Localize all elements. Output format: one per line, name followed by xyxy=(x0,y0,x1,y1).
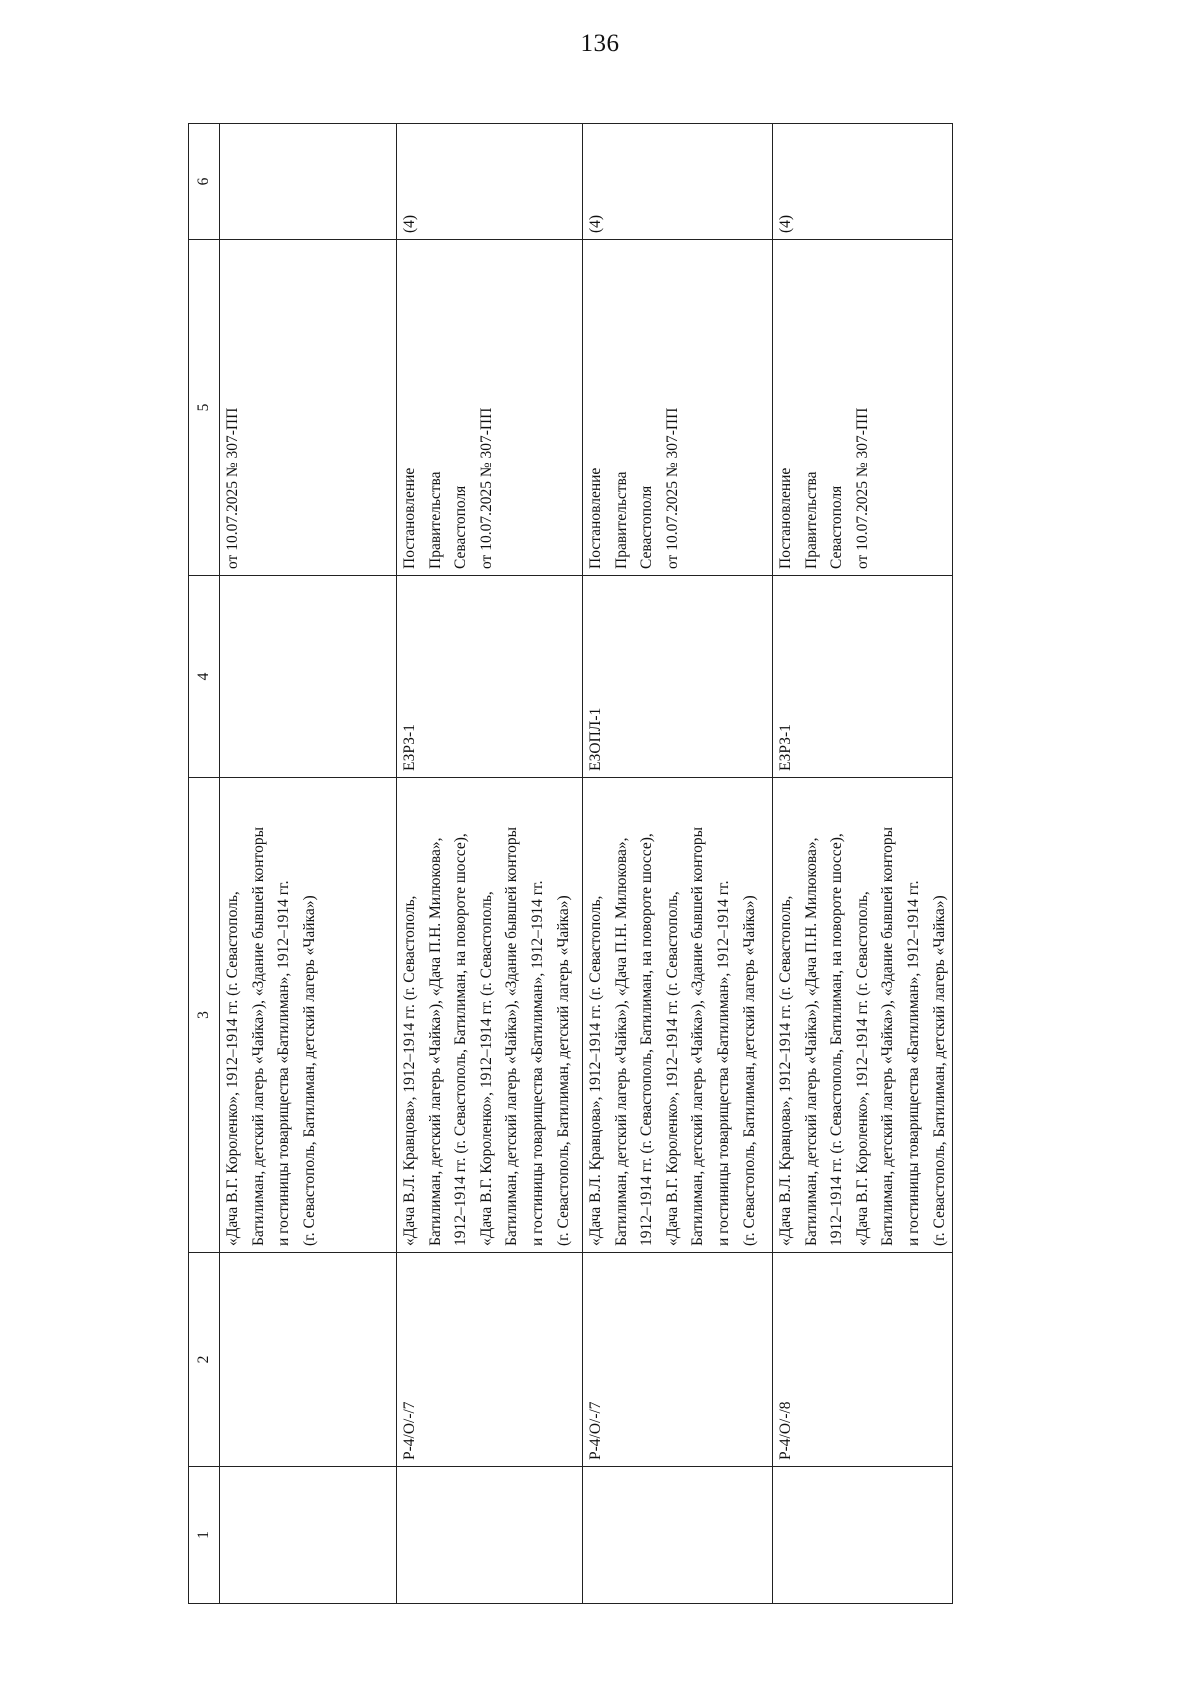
cell-col1 xyxy=(773,1467,953,1604)
rotated-table xyxy=(188,124,948,1604)
object-line: «Дача В.Л. Кравцова», 1912–1914 гг. (г. Севастополь, xyxy=(587,895,604,1246)
object-line: «Дача В.Л. Кравцова», 1912–1914 гг. (г. Севастополь, xyxy=(777,895,794,1246)
object-line: и гостиницы товарищества «Батилиман», 1912–1914 гг. xyxy=(904,880,922,1246)
object-line: 1912–1914 гг. (г. Севастополь, Батилиман, на повороте шоссе), xyxy=(452,833,470,1246)
cell-note: (4) xyxy=(773,124,953,240)
object-line: и гостиницы товарищества «Батилиман», 1912–1914 гг. xyxy=(714,880,732,1246)
header-cell-3: 3 xyxy=(189,778,220,1253)
object-line: Батилиман, детский лагерь «Чайка»), «Дача П.Н. Милюкова», xyxy=(612,837,630,1246)
header-cell-5: 5 xyxy=(189,240,220,576)
object-line: 1912–1914 гг. (г. Севастополь, Батилиман, на повороте шоссе), xyxy=(828,833,846,1246)
cell-zone-code: Р-4/О/-/7 xyxy=(397,1253,583,1467)
object-line: «Дача В.Г. Короленко», 1912–1914 гг. (г. Севастополь, xyxy=(853,891,871,1246)
cell-zone-code: Р-4/О/-/8 xyxy=(773,1253,953,1467)
object-line: (г. Севастополь, Батилиман, детский лагерь «Чайка») xyxy=(740,895,758,1246)
object-line: Батилиман, детский лагерь «Чайка»), «Здание бывшей конторы xyxy=(503,827,521,1246)
cell-objects xyxy=(397,778,583,1253)
cell-note: (4) xyxy=(397,124,583,240)
cell-document xyxy=(220,240,397,576)
object-line: «Дача В.Г. Короленко», 1912–1914 гг. (г. Севастополь, xyxy=(477,891,495,1246)
object-line: (г. Севастополь, Батилиман, детский лагерь «Чайка») xyxy=(554,895,572,1246)
document-line: Севастополя xyxy=(828,485,846,569)
cell-objects xyxy=(220,778,397,1253)
document-line: Постановление xyxy=(401,467,418,569)
table-row xyxy=(220,124,397,1604)
object-line: Батилиман, детский лагерь «Чайка»), «Здание бывшей конторы xyxy=(249,827,267,1246)
object-line: и гостиницы товарищества «Батилиман», 1912–1914 гг. xyxy=(275,880,293,1246)
cell-note: (4) xyxy=(583,124,773,240)
cell-document xyxy=(397,240,583,576)
cell-document xyxy=(773,240,953,576)
object-line: (г. Севастополь, Батилиман, детский лагерь «Чайка») xyxy=(300,895,318,1246)
table-row xyxy=(773,124,953,1604)
cell-objects xyxy=(583,778,773,1253)
object-line: Батилиман, детский лагерь «Чайка»), «Здание бывшей конторы xyxy=(689,827,707,1246)
table-row xyxy=(397,124,583,1604)
document-line: от 10.07.2025 № 307-ПП xyxy=(853,407,871,569)
cell-objects xyxy=(773,778,953,1253)
object-line: и гостиницы товарищества «Батилиман», 1912–1914 гг. xyxy=(528,880,546,1246)
page-number: 136 xyxy=(580,30,620,57)
object-line: 1912–1914 гг. (г. Севастополь, Батилиман, на повороте шоссе), xyxy=(638,833,656,1246)
table-row xyxy=(583,124,773,1604)
document-line: Севастополя xyxy=(638,485,656,569)
document-line: от 10.07.2025 № 307-ПП xyxy=(663,407,681,569)
registry-table xyxy=(188,123,953,1604)
object-line: Батилиман, детский лагерь «Чайка»), «Дача П.Н. Милюкова», xyxy=(426,837,444,1246)
header-cell-4: 4 xyxy=(189,576,220,778)
cell-zone-type: ЕЗРЗ-1 xyxy=(397,576,583,778)
header-cell-2: 2 xyxy=(189,1253,220,1467)
cell-document xyxy=(583,240,773,576)
cell-zone-type: ЕЗОПЛ-1 xyxy=(583,576,773,778)
document-line: от 10.07.2025 № 307-ПП xyxy=(224,407,241,569)
header-cell-1: 1 xyxy=(189,1467,220,1604)
document-line: Правительства xyxy=(802,471,820,569)
header-row xyxy=(189,124,220,1604)
document-line: Правительства xyxy=(612,471,630,569)
object-line: Батилиман, детский лагерь «Чайка»), «Здание бывшей конторы xyxy=(879,827,897,1246)
document-line: от 10.07.2025 № 307-ПП xyxy=(477,407,495,569)
document-line: Правительства xyxy=(426,471,444,569)
cell-zone-code xyxy=(220,1253,397,1467)
object-line: Батилиман, детский лагерь «Чайка»), «Дача П.Н. Милюкова», xyxy=(802,837,820,1246)
cell-zone-code: Р-4/О/-/7 xyxy=(583,1253,773,1467)
object-line: (г. Севастополь, Батилиман, детский лагерь «Чайка») xyxy=(930,895,948,1246)
object-line: «Дача В.Г. Короленко», 1912–1914 гг. (г. Севастополь, xyxy=(224,891,241,1246)
cell-zone-type: ЕЗРЗ-1 xyxy=(773,576,953,778)
object-line: «Дача В.Л. Кравцова», 1912–1914 гг. (г. Севастополь, xyxy=(401,895,418,1246)
cell-col1 xyxy=(583,1467,773,1604)
cell-col1 xyxy=(397,1467,583,1604)
document-line: Постановление xyxy=(587,467,604,569)
cell-note xyxy=(220,124,397,240)
cell-col1 xyxy=(220,1467,397,1604)
document-line: Севастополя xyxy=(452,485,470,569)
object-line: «Дача В.Г. Короленко», 1912–1914 гг. (г. Севастополь, xyxy=(663,891,681,1246)
cell-zone-type xyxy=(220,576,397,778)
document-line: Постановление xyxy=(777,467,794,569)
header-cell-6: 6 xyxy=(189,124,220,240)
